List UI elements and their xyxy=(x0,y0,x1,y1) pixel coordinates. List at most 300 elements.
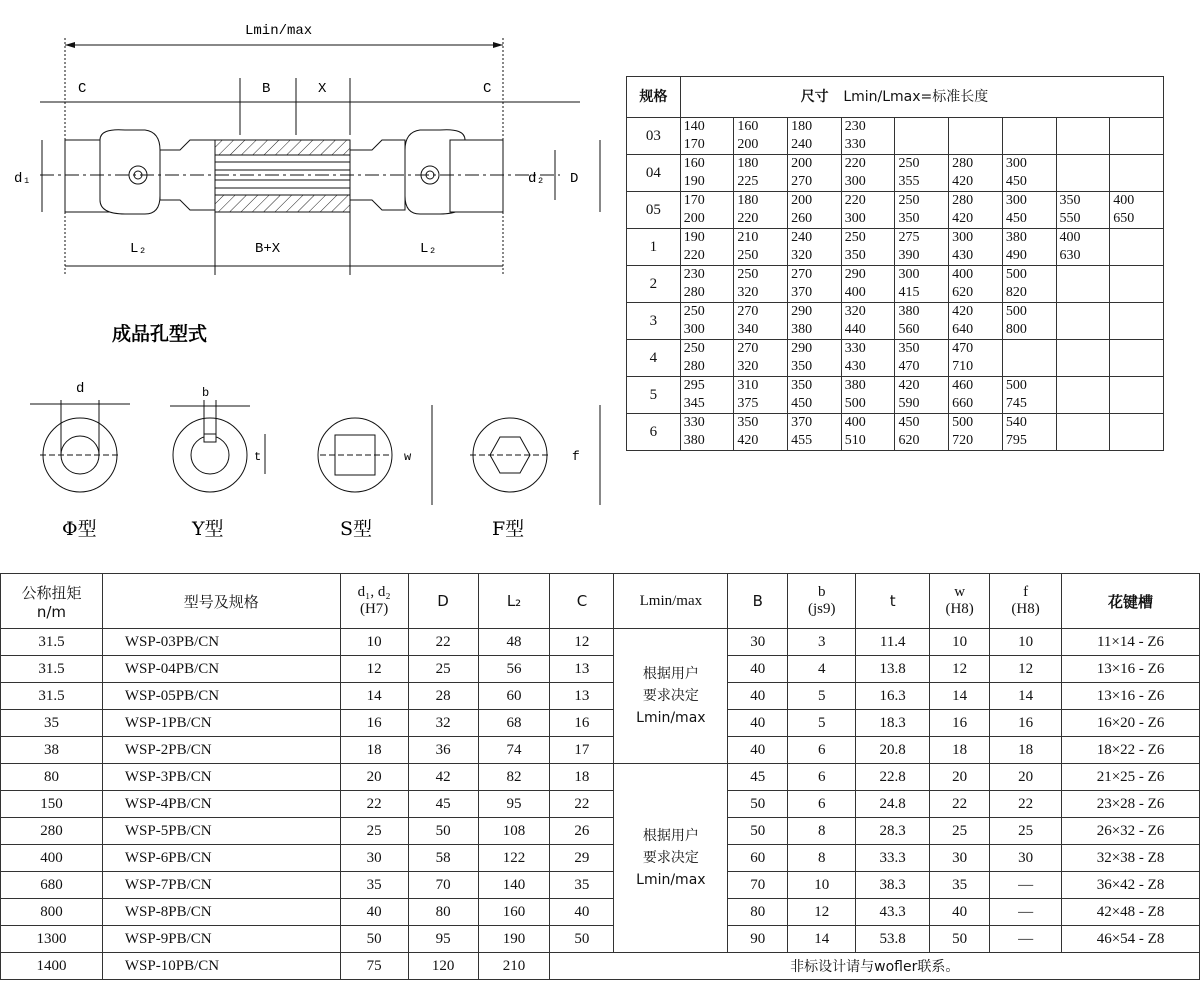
size-cell xyxy=(1056,414,1110,451)
size-max: 415 xyxy=(898,285,920,300)
size-cell xyxy=(734,377,788,414)
dim-D: D xyxy=(570,171,579,187)
size-min: 320 xyxy=(844,304,866,319)
size-min: 180 xyxy=(737,156,759,171)
size-spec: 3 xyxy=(627,303,681,340)
size-cell xyxy=(1056,155,1110,192)
size-cell xyxy=(1002,377,1056,414)
cell-B: 40 xyxy=(728,710,788,737)
size-head-size-label: 尺寸 xyxy=(800,89,829,105)
table-row xyxy=(1,683,1200,710)
cell-t: 38.3 xyxy=(856,872,930,899)
size-cell xyxy=(734,340,788,377)
size-head-spec: 规格 xyxy=(627,77,681,118)
bore-phi-dim: d xyxy=(76,381,85,397)
size-cell xyxy=(841,229,895,266)
size-max: 430 xyxy=(844,359,866,374)
cell-D: 42 xyxy=(408,764,478,791)
size-cell xyxy=(895,192,949,229)
size-min: 250 xyxy=(683,341,705,356)
size-cell xyxy=(895,303,949,340)
cell-d: 14 xyxy=(340,683,408,710)
length-note-line: 根据用户 xyxy=(642,666,699,682)
size-spec: 2 xyxy=(627,266,681,303)
size-cell xyxy=(680,377,734,414)
cell-w: 22 xyxy=(930,791,990,818)
size-cell xyxy=(734,414,788,451)
size-max: 280 xyxy=(683,285,705,300)
cell-w: 50 xyxy=(930,926,990,953)
size-spec: 05 xyxy=(627,192,681,229)
cell-L2: 74 xyxy=(478,737,550,764)
size-min: 160 xyxy=(683,156,705,171)
cell-L2: 210 xyxy=(478,953,550,980)
length-note-line: 要求决定 xyxy=(642,850,699,866)
size-min: 200 xyxy=(791,156,813,171)
cell-t: 13.8 xyxy=(856,656,930,683)
cell-f: — xyxy=(990,899,1062,926)
cell-B: 40 xyxy=(728,737,788,764)
size-max: 500 xyxy=(844,396,866,411)
cell-B: 60 xyxy=(728,845,788,872)
size-cell xyxy=(1056,192,1110,229)
size-row xyxy=(627,266,1164,303)
size-min: 330 xyxy=(844,341,866,356)
size-max: 660 xyxy=(952,396,974,411)
cell-d: 22 xyxy=(340,791,408,818)
size-row xyxy=(627,303,1164,340)
size-max: 795 xyxy=(1005,433,1027,448)
size-cell xyxy=(788,266,842,303)
size-cell xyxy=(1056,266,1110,303)
cell-t: 18.3 xyxy=(856,710,930,737)
dim-x: X xyxy=(318,81,327,97)
size-head-size xyxy=(680,77,1163,118)
head-t: t xyxy=(856,574,930,629)
dim-l2-left: L₂ xyxy=(130,241,147,257)
cell-t: 53.8 xyxy=(856,926,930,953)
size-max: 350 xyxy=(898,211,920,226)
size-cell xyxy=(680,229,734,266)
cell-w: 16 xyxy=(930,710,990,737)
size-min: 300 xyxy=(1005,193,1027,208)
size-spec: 04 xyxy=(627,155,681,192)
table-row xyxy=(1,845,1200,872)
cell-t: 16.3 xyxy=(856,683,930,710)
cell-model: WSP-7PB/CN xyxy=(102,872,340,899)
size-min: 420 xyxy=(898,378,920,393)
size-cell xyxy=(734,118,788,155)
cell-f: 20 xyxy=(990,764,1062,791)
size-max: 560 xyxy=(898,322,920,337)
size-cell xyxy=(841,377,895,414)
size-cell xyxy=(788,192,842,229)
size-max: 470 xyxy=(898,359,920,374)
cell-model: WSP-3PB/CN xyxy=(102,764,340,791)
size-max: 280 xyxy=(683,359,705,374)
size-min: 350 xyxy=(791,378,813,393)
size-max: 390 xyxy=(898,248,920,263)
size-cell xyxy=(788,340,842,377)
size-min: 230 xyxy=(844,119,866,134)
cell-B: 45 xyxy=(728,764,788,791)
size-max: 450 xyxy=(791,396,813,411)
size-cell xyxy=(895,229,949,266)
size-min: 450 xyxy=(898,415,920,430)
bore-s-dim: w xyxy=(404,450,412,464)
table-row xyxy=(1,791,1200,818)
table-row xyxy=(1,737,1200,764)
size-row xyxy=(627,155,1164,192)
size-row xyxy=(627,118,1164,155)
size-cell xyxy=(788,155,842,192)
size-max: 340 xyxy=(737,322,759,337)
size-cell xyxy=(788,229,842,266)
cell-b: 8 xyxy=(788,818,856,845)
cell-D: 95 xyxy=(408,926,478,953)
cell-D: 58 xyxy=(408,845,478,872)
size-cell xyxy=(734,229,788,266)
size-max: 300 xyxy=(844,174,866,189)
size-max: 375 xyxy=(737,396,759,411)
cell-model: WSP-10PB/CN xyxy=(102,953,340,980)
cell-d: 40 xyxy=(340,899,408,926)
size-cell xyxy=(841,340,895,377)
size-min: 290 xyxy=(791,341,813,356)
head-w-tol: (H8) xyxy=(945,601,974,617)
dim-d2: d₂ xyxy=(528,171,545,187)
size-min: 400 xyxy=(1113,193,1135,208)
size-spec: 5 xyxy=(627,377,681,414)
head-spline: 花键槽 xyxy=(1062,574,1200,629)
cell-w: 10 xyxy=(930,629,990,656)
cell-d: 16 xyxy=(340,710,408,737)
head-torque-label: 公称扭矩 xyxy=(21,583,82,602)
cell-torque: 38 xyxy=(1,737,103,764)
cell-D: 80 xyxy=(408,899,478,926)
size-max: 440 xyxy=(844,322,866,337)
cell-t: 11.4 xyxy=(856,629,930,656)
bore-f xyxy=(470,405,600,540)
cell-t: 28.3 xyxy=(856,818,930,845)
cell-D: 36 xyxy=(408,737,478,764)
size-max: 370 xyxy=(791,285,813,300)
size-table-header xyxy=(627,77,1164,118)
cell-B: 70 xyxy=(728,872,788,899)
main-table-header xyxy=(1,574,1200,629)
size-max: 550 xyxy=(1059,211,1081,226)
cell-d: 30 xyxy=(340,845,408,872)
bore-y-label: Y型 xyxy=(192,518,224,540)
cell-C: 29 xyxy=(550,845,614,872)
size-cell xyxy=(788,377,842,414)
cell-f: 10 xyxy=(990,629,1062,656)
bore-phi-label: Φ型 xyxy=(62,518,97,540)
cell-t: 43.3 xyxy=(856,899,930,926)
cell-b: 5 xyxy=(788,683,856,710)
size-cell xyxy=(1002,229,1056,266)
size-min: 500 xyxy=(1005,267,1027,282)
custom-design-note: 非标设计请与wofler联系。 xyxy=(550,953,1200,980)
size-min: 210 xyxy=(737,230,759,245)
size-cell xyxy=(1056,118,1110,155)
cell-C: 16 xyxy=(550,710,614,737)
cell-B: 80 xyxy=(728,899,788,926)
cell-model: WSP-1PB/CN xyxy=(102,710,340,737)
cell-spline: 46×54 - Z8 xyxy=(1062,926,1200,953)
length-note-cell xyxy=(614,629,728,764)
cell-spline: 23×28 - Z6 xyxy=(1062,791,1200,818)
cell-D: 70 xyxy=(408,872,478,899)
size-min: 300 xyxy=(952,230,974,245)
size-cell xyxy=(895,377,949,414)
size-min: 380 xyxy=(898,304,920,319)
size-max: 640 xyxy=(952,322,974,337)
size-cell xyxy=(1110,118,1164,155)
cell-f: — xyxy=(990,926,1062,953)
cell-C: 13 xyxy=(550,656,614,683)
cell-model: WSP-8PB/CN xyxy=(102,899,340,926)
size-row xyxy=(627,229,1164,266)
table-row xyxy=(1,629,1200,656)
cell-B: 30 xyxy=(728,629,788,656)
size-min: 420 xyxy=(952,304,974,319)
length-note-line: Lmin/max xyxy=(636,872,706,888)
size-cell xyxy=(841,266,895,303)
cell-L2: 56 xyxy=(478,656,550,683)
cell-model: WSP-05PB/CN xyxy=(102,683,340,710)
cell-f: 12 xyxy=(990,656,1062,683)
cell-model: WSP-03PB/CN xyxy=(102,629,340,656)
size-max: 420 xyxy=(952,174,974,189)
size-min: 270 xyxy=(791,267,813,282)
cell-C: 50 xyxy=(550,926,614,953)
size-cell xyxy=(1056,377,1110,414)
head-model: 型号及规格 xyxy=(102,574,340,629)
cell-L2: 48 xyxy=(478,629,550,656)
cell-C: 26 xyxy=(550,818,614,845)
cell-C: 12 xyxy=(550,629,614,656)
cell-f: — xyxy=(990,872,1062,899)
cell-spline: 13×16 - Z6 xyxy=(1062,683,1200,710)
size-min: 240 xyxy=(791,230,813,245)
size-max: 200 xyxy=(737,137,759,152)
cell-L2: 140 xyxy=(478,872,550,899)
size-max: 320 xyxy=(737,359,759,374)
cell-b: 14 xyxy=(788,926,856,953)
cell-B: 50 xyxy=(728,818,788,845)
cell-t: 24.8 xyxy=(856,791,930,818)
cell-model: WSP-2PB/CN xyxy=(102,737,340,764)
size-max: 170 xyxy=(683,137,705,152)
cell-d: 12 xyxy=(340,656,408,683)
table-row xyxy=(1,899,1200,926)
size-max: 400 xyxy=(844,285,866,300)
size-min: 280 xyxy=(952,156,974,171)
size-cell xyxy=(1002,118,1056,155)
size-max: 220 xyxy=(737,211,759,226)
size-max: 320 xyxy=(791,248,813,263)
size-cell xyxy=(949,266,1003,303)
head-f-tol: (H8) xyxy=(1011,601,1040,617)
cell-f: 16 xyxy=(990,710,1062,737)
cell-w: 30 xyxy=(930,845,990,872)
size-cell xyxy=(1056,303,1110,340)
size-cell xyxy=(1110,192,1164,229)
cell-D: 22 xyxy=(408,629,478,656)
cell-spline: 36×42 - Z8 xyxy=(1062,872,1200,899)
head-B: B xyxy=(728,574,788,629)
size-spec: 1 xyxy=(627,229,681,266)
cell-f: 14 xyxy=(990,683,1062,710)
size-min: 470 xyxy=(952,341,974,356)
cell-b: 6 xyxy=(788,764,856,791)
size-max: 650 xyxy=(1113,211,1135,226)
size-min: 400 xyxy=(844,415,866,430)
cell-spline: 21×25 - Z6 xyxy=(1062,764,1200,791)
dim-d1: d₁ xyxy=(14,171,31,187)
cell-f: 22 xyxy=(990,791,1062,818)
cell-L2: 122 xyxy=(478,845,550,872)
size-row xyxy=(627,377,1164,414)
head-w xyxy=(930,574,990,629)
cell-torque: 35 xyxy=(1,710,103,737)
length-size-table xyxy=(626,76,1164,451)
cell-L2: 60 xyxy=(478,683,550,710)
size-min: 280 xyxy=(952,193,974,208)
size-min: 250 xyxy=(898,156,920,171)
size-max: 820 xyxy=(1005,285,1027,300)
size-max: 620 xyxy=(898,433,920,448)
dim-c-left: C xyxy=(78,81,87,97)
cell-D: 25 xyxy=(408,656,478,683)
cell-model: WSP-5PB/CN xyxy=(102,818,340,845)
size-min: 350 xyxy=(898,341,920,356)
cell-b: 8 xyxy=(788,845,856,872)
size-min: 250 xyxy=(683,304,705,319)
size-min: 270 xyxy=(737,341,759,356)
cell-spline: 32×38 - Z8 xyxy=(1062,845,1200,872)
size-min: 230 xyxy=(683,267,705,282)
size-max: 590 xyxy=(898,396,920,411)
size-cell xyxy=(949,192,1003,229)
cell-b: 6 xyxy=(788,791,856,818)
head-w-label: w xyxy=(954,584,966,600)
size-cell xyxy=(949,155,1003,192)
head-d-tol: (H7) xyxy=(359,601,389,617)
dim-c-right: C xyxy=(483,81,492,97)
cell-b: 5 xyxy=(788,710,856,737)
cell-b: 10 xyxy=(788,872,856,899)
size-cell xyxy=(949,340,1003,377)
cell-torque: 31.5 xyxy=(1,629,103,656)
cell-d: 18 xyxy=(340,737,408,764)
size-min: 300 xyxy=(1005,156,1027,171)
size-min: 220 xyxy=(844,193,866,208)
size-spec: 03 xyxy=(627,118,681,155)
size-max: 450 xyxy=(1005,211,1027,226)
size-min: 370 xyxy=(791,415,813,430)
size-cell xyxy=(841,192,895,229)
table-row xyxy=(1,764,1200,791)
cell-d: 25 xyxy=(340,818,408,845)
cell-torque: 31.5 xyxy=(1,656,103,683)
cell-f: 25 xyxy=(990,818,1062,845)
cell-B: 90 xyxy=(728,926,788,953)
cell-b: 4 xyxy=(788,656,856,683)
bore-f-dim: f xyxy=(572,449,580,464)
size-min: 300 xyxy=(898,267,920,282)
head-L2: L₂ xyxy=(478,574,550,629)
cell-C: 40 xyxy=(550,899,614,926)
dim-l2-right: L₂ xyxy=(420,241,437,257)
size-cell xyxy=(1002,340,1056,377)
size-min: 140 xyxy=(683,119,705,134)
size-min: 180 xyxy=(791,119,813,134)
size-max: 510 xyxy=(844,433,866,448)
size-cell xyxy=(1002,414,1056,451)
size-max: 420 xyxy=(737,433,759,448)
cell-t: 33.3 xyxy=(856,845,930,872)
bore-y-dim: b xyxy=(202,386,210,400)
size-max: 720 xyxy=(952,433,974,448)
size-cell xyxy=(949,414,1003,451)
size-cell xyxy=(949,303,1003,340)
head-b xyxy=(788,574,856,629)
size-cell xyxy=(1110,340,1164,377)
size-max: 350 xyxy=(844,248,866,263)
size-max: 260 xyxy=(791,211,813,226)
head-d-label: d₁, d₂ xyxy=(357,584,391,600)
cell-b: 12 xyxy=(788,899,856,926)
cell-B: 40 xyxy=(728,683,788,710)
size-cell xyxy=(680,155,734,192)
size-cell xyxy=(1110,377,1164,414)
cell-torque: 1300 xyxy=(1,926,103,953)
cell-D: 50 xyxy=(408,818,478,845)
cell-spline: 18×22 - Z6 xyxy=(1062,737,1200,764)
cell-model: WSP-4PB/CN xyxy=(102,791,340,818)
size-min: 295 xyxy=(683,378,705,393)
length-note-line: 要求决定 xyxy=(642,688,699,704)
cell-torque: 280 xyxy=(1,818,103,845)
head-torque-unit: n/m xyxy=(36,602,67,621)
size-max: 630 xyxy=(1059,248,1081,263)
size-max: 355 xyxy=(898,174,920,189)
size-min: 500 xyxy=(1005,378,1027,393)
size-max: 330 xyxy=(844,137,866,152)
cell-b: 3 xyxy=(788,629,856,656)
cell-model: WSP-9PB/CN xyxy=(102,926,340,953)
size-cell xyxy=(788,414,842,451)
size-cell xyxy=(680,118,734,155)
size-head-note: Lmin/Lmax=标准长度 xyxy=(843,89,989,105)
bore-s-label: S型 xyxy=(340,518,373,540)
cell-torque: 31.5 xyxy=(1,683,103,710)
size-cell xyxy=(895,155,949,192)
size-cell xyxy=(1002,192,1056,229)
cell-B: 50 xyxy=(728,791,788,818)
head-L: Lmin/max xyxy=(614,574,728,629)
size-min: 540 xyxy=(1005,415,1027,430)
cell-torque: 80 xyxy=(1,764,103,791)
cell-L2: 95 xyxy=(478,791,550,818)
cell-spline: 13×16 - Z6 xyxy=(1062,656,1200,683)
size-cell xyxy=(680,192,734,229)
bore-title: 成品孔型式 xyxy=(112,323,208,345)
size-cell xyxy=(841,155,895,192)
size-max: 430 xyxy=(952,248,974,263)
